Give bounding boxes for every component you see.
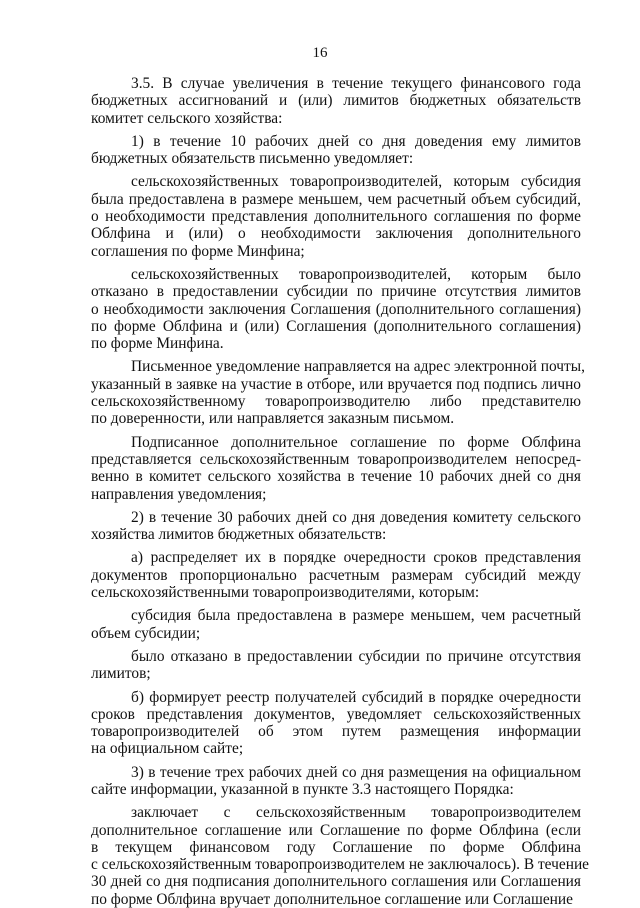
paragraph — [91, 434, 581, 503]
text-line: бюджетных ассигнований и (или) лимитов бюджетных обязательств — [91, 92, 581, 110]
text-line: сельскохозяйственному товаропроизводителю либо представителю — [91, 393, 581, 411]
text-line: представляется сельскохозяйственным товаропроизводителем непосред- — [91, 450, 581, 468]
text-line: а) распределяет их в порядке очередности сроков представления — [131, 549, 581, 567]
text-line: 2) в течение 30 рабочих дней со дня доведения комитету сельского — [131, 508, 581, 526]
text-line: сельскохозяйственных товаропроизводителей, которым субсидия — [131, 173, 581, 191]
document-body — [91, 75, 590, 908]
text-line: хозяйства лимитов бюджетных обязательств: — [91, 526, 387, 544]
text-line: отказано в предоставлении субсидии по причине отсутствия лимитов — [91, 283, 581, 301]
text-line: 3.5. В случае увеличения в течение текущего финансового года — [131, 75, 581, 92]
text-line: о необходимости представления дополнительного соглашения по форме — [91, 208, 581, 226]
text-line: по форме Минфина. — [91, 335, 224, 353]
paragraph — [91, 509, 581, 544]
paragraph — [91, 173, 581, 259]
page-number: 16 — [312, 45, 328, 61]
paragraph — [91, 764, 581, 799]
text-line: по доверенности, или направляется заказным письмом. — [91, 410, 455, 428]
text-line: документов пропорционально расчетным размерам субсидий между — [91, 566, 581, 584]
text-line: по форме Облфина вручает дополнительное соглашение или Соглашение — [91, 890, 573, 908]
text-line: сайте информации, указанной в пункте 3.3 настоящего Порядка: — [91, 780, 514, 798]
text-line: заключает с сельскохозяйственным товаропроизводителем — [131, 804, 581, 822]
text-line: было отказано в предоставлении субсидии по причине отсутствия — [131, 647, 581, 665]
text-line: венно в комитет сельского хозяйства в течение 10 рабочих дней со дня — [91, 468, 581, 486]
text-line: сельскохозяйственных товаропроизводителей, которым было — [131, 265, 581, 283]
text-line: по форме Облфина и (или) Соглашения (дополнительного соглашения) — [91, 317, 581, 335]
text-line: о необходимости заключения Соглашения (дополнительного соглашения) — [91, 300, 581, 318]
text-line: на официальном сайте; — [91, 740, 244, 758]
text-line: была предоставлена в размере меньшем, чем расчетный объем субсидий, — [91, 190, 581, 208]
paragraph — [91, 607, 581, 642]
text-line: 30 дней со дня подписания дополнительного соглашения или Соглашения — [91, 873, 581, 891]
text-line: б) формирует реестр получателей субсидий в порядке очередности — [131, 688, 581, 706]
text-line: Подписанное дополнительное соглашение по форме Облфина — [131, 433, 581, 451]
paragraph — [91, 358, 585, 428]
text-line: соглашения по форме Минфина; — [91, 242, 305, 260]
text-line: товаропроизводителей об этом путем размещения информации — [91, 723, 581, 741]
paragraph — [91, 549, 581, 601]
text-line: субсидия была предоставлена в размере меньшем, чем расчетный — [131, 607, 581, 625]
text-line: Письменное уведомление направляется на адрес электронной почты, — [131, 358, 585, 376]
paragraph — [91, 648, 581, 683]
text-line: бюджетных обязательств письменно уведомляет: — [91, 150, 414, 168]
paragraph — [91, 689, 581, 758]
text-line: лимитов; — [91, 665, 151, 683]
text-line: в текущем финансовом году Соглашение по форме Облфина — [91, 838, 581, 856]
paragraph — [91, 266, 581, 352]
text-line: 1) в течение 10 рабочих дней со дня доведения ему лимитов — [131, 132, 581, 150]
text-line: 3) в течение трех рабочих дней со дня размещения на официальном — [131, 763, 581, 781]
text-line: сроков представления документов, уведомляет сельскохозяйственных — [91, 705, 581, 723]
text-line: Облфина и (или) о необходимости заключения дополнительного — [91, 225, 581, 243]
paragraph — [91, 133, 581, 168]
paragraph — [91, 75, 581, 127]
text-line: с сельскохозяйственным товаропроизводителем не заключалось). В течение — [91, 856, 590, 874]
text-line: дополнительное соглашение или Соглашение по форме Облфина (если — [91, 821, 581, 839]
text-line: комитет сельского хозяйства: — [91, 109, 283, 127]
paragraph — [91, 804, 590, 908]
text-line: объем субсидии; — [91, 624, 201, 642]
text-line: направления уведомления; — [91, 485, 267, 503]
text-line: указанный в заявке на участие в отборе, или вручается под подпись лично — [91, 375, 581, 393]
text-line: сельскохозяйственными товаропроизводителями, которым: — [91, 584, 480, 602]
